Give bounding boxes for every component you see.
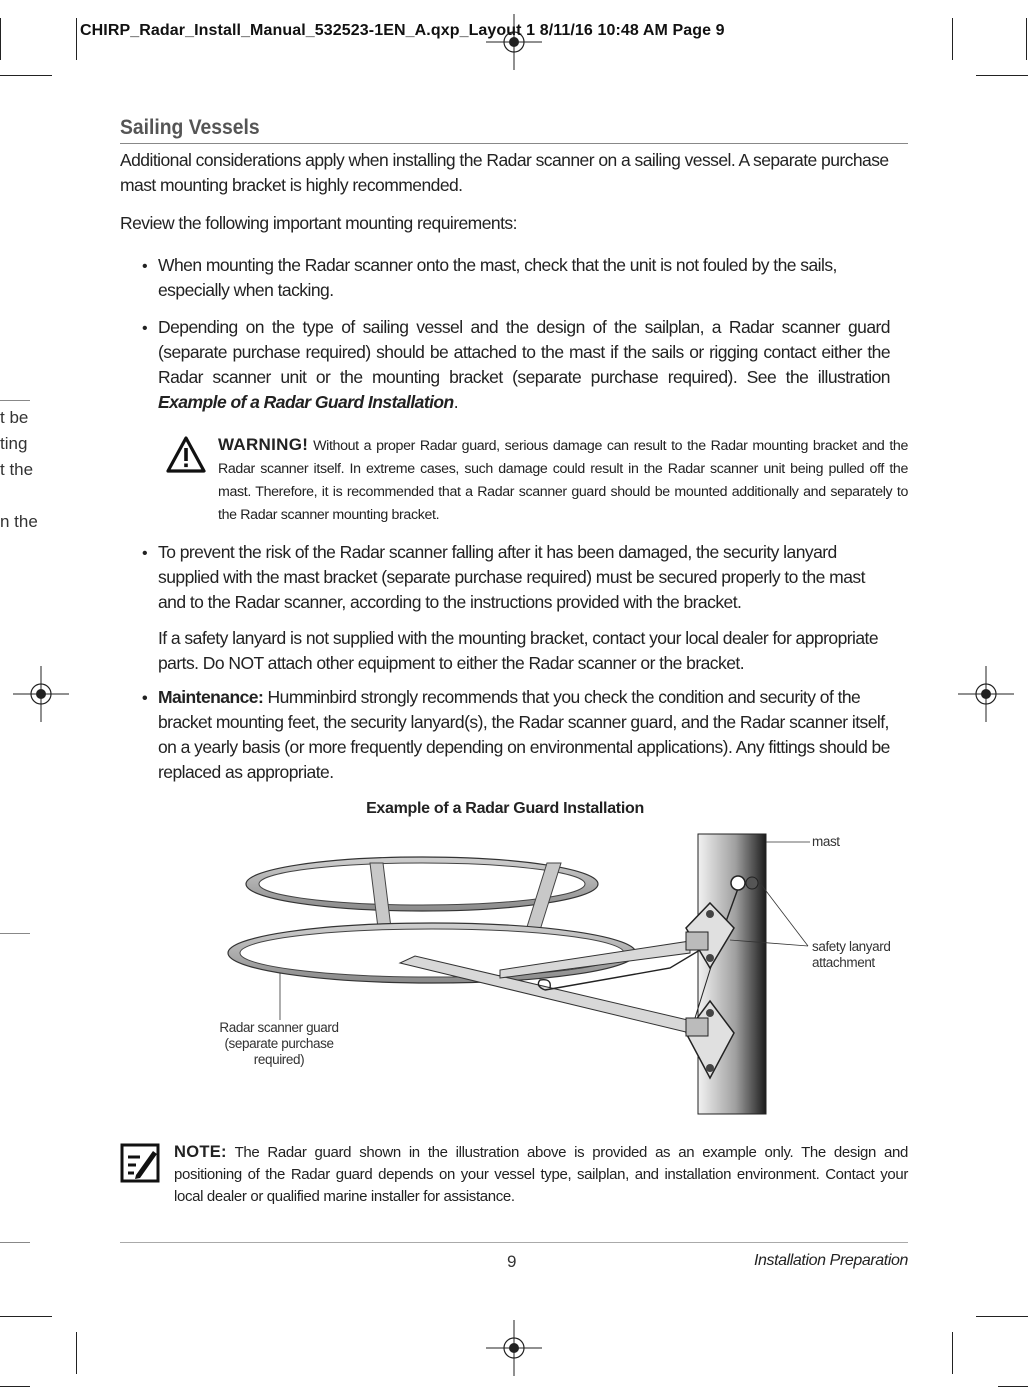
crop-mark [0, 18, 1, 60]
lanyard-followup-paragraph: If a safety lanyard is not supplied with the mounting bracket, contact your local dealer for appropriate parts. Do NOT attach other equipment to either the Radar scanner or the bracket. [158, 628, 879, 673]
bullet-item-maintenance [158, 685, 894, 785]
lanyard-attachment-point [731, 876, 745, 890]
bleed-rule [0, 1242, 30, 1243]
title-divider [120, 143, 908, 144]
warning-text: Without a proper Radar guard, serious damage can result to the Radar mounting bracket and the Radar scanner itself. In extreme cases, such damage could result in the Radar scanner unit being pulled off the mast. Therefore, it is recommended that a Radar scanner guard should be mounted additionally and separately to the Radar scanner mounting bracket. [218, 438, 909, 523]
note-pencil-icon [120, 1143, 160, 1183]
bullet-marker: • [142, 545, 148, 562]
figure-title: Example of a Radar Guard Installation [366, 800, 644, 817]
label-guard-line-2: (separate purchase required) [224, 1036, 334, 1067]
bleed-line: n the [0, 512, 38, 531]
bullet-guard-end: . [453, 392, 459, 412]
label-safety-lanyard [812, 939, 890, 971]
bleed-line: t be [0, 408, 29, 427]
crop-mark [1026, 18, 1027, 60]
maintenance-label: Maintenance: [158, 687, 264, 707]
bleed-line: t the [0, 460, 34, 479]
bullet-marker: • [142, 690, 148, 707]
bleed-line: ting [0, 434, 28, 453]
illustration-reference: Example of a Radar Guard Installation [158, 392, 454, 412]
intro-paragraph: Additional considerations apply when installing the Radar scanner on a sailing vessel. A separate purchase mast mounting bracket is highly recommended. [120, 150, 889, 195]
footer-section-title: Installation Preparation [753, 1252, 908, 1269]
crop-mark [76, 1332, 77, 1374]
crop-mark [976, 75, 1028, 76]
bullet-guard-text: Depending on the type of sailing vessel and the design of the sailplan, a Radar scanner guard (separate purchase required) should be attached to the mast if the sails or rigging contact either the Radar scanner unit or the mounting bracket (separate purchase required). See the illustration [158, 317, 890, 387]
registration-mark-right-icon [958, 666, 1014, 722]
note-label: NOTE: [174, 1143, 227, 1161]
crop-mark [0, 1386, 30, 1387]
bullet-item-sails: When mounting the Radar scanner onto the mast, check that the unit is not fouled by the sails, especially when tacking. [158, 255, 837, 300]
review-paragraph: Review the following important mounting requirements: [120, 213, 517, 233]
warning-label: WARNING! [218, 435, 309, 454]
note-block [174, 1141, 908, 1208]
crop-mark [952, 1332, 953, 1374]
warning-block [218, 433, 908, 527]
registration-mark-left-icon [13, 666, 69, 722]
bleed-rule [0, 400, 30, 401]
footer-divider [120, 1242, 908, 1243]
label-mast: mast [812, 834, 840, 849]
label-lanyard-line-1: safety lanyard [812, 939, 891, 954]
maintenance-text: Humminbird strongly recommends that you check the condition and security of the bracket mounting feet, the security lanyard(s), the Radar scanner guard, and the Radar scanner itself, on a yearly basis (or more frequently depending on environmental applications). Any fittings should be replaced as appropriate. [158, 687, 890, 782]
bleed-rule [0, 933, 30, 934]
label-guard-line-1: Radar scanner guard [219, 1020, 339, 1035]
section-title: Sailing Vessels [120, 116, 260, 139]
crop-mark [0, 1316, 52, 1317]
bullet-marker: • [142, 258, 148, 275]
radar-guard-illustration [200, 828, 900, 1118]
crop-mark [0, 75, 52, 76]
registration-mark-bottom-icon [486, 1320, 542, 1376]
bullet-item-guard [158, 315, 890, 415]
bullet-marker: • [142, 320, 148, 337]
crop-mark [976, 1316, 1028, 1317]
label-radar-guard [198, 1020, 360, 1068]
page-number: 9 [507, 1252, 517, 1271]
crop-mark [76, 18, 77, 60]
label-lanyard-line-2: attachment [812, 955, 875, 970]
bleed-text [0, 405, 38, 535]
note-text: The Radar guard shown in the illustration above is provided as an example only. The design and positioning of the Radar guard depends on your vessel type, sailplan, and installation environment. Contact your local dealer or qualified marine installer for assistance. [174, 1144, 909, 1205]
slug-line: CHIRP_Radar_Install_Manual_532523-1EN_A.qxp_Layout 1 8/11/16 10:48 AM Page 9 [80, 22, 725, 39]
warning-triangle-icon [166, 436, 206, 474]
crop-mark [952, 18, 953, 60]
crop-mark [998, 1386, 1028, 1387]
bullet-item-lanyard: To prevent the risk of the Radar scanner falling after it has been damaged, the security lanyard supplied with the mast bracket (separate purchase required) must be secured properly to the mast and to the Radar scanner, according to the instructions provided with the bracket. [158, 542, 865, 612]
